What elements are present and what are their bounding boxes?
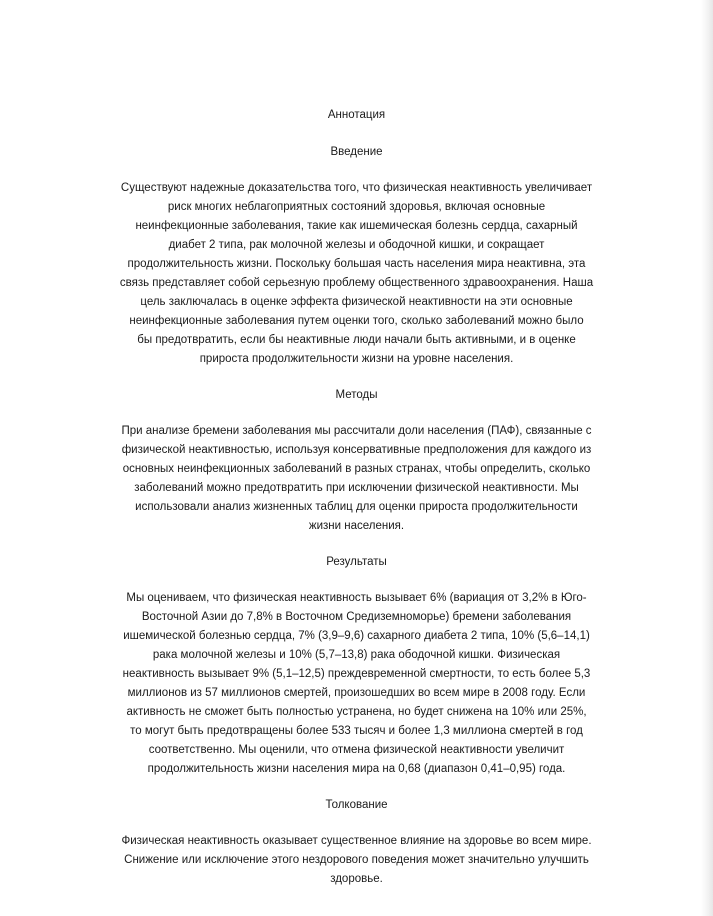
section-results xyxy=(96,553,617,779)
page-edge-shadow xyxy=(701,0,713,916)
text-line: соответственно. Мы оценили, что отмена физической неактивности увеличит xyxy=(148,744,565,756)
text-line: то могут быть предотвращены более 533 тысяч и более 1,3 миллиона смертей в год xyxy=(130,725,583,737)
section-heading-interpretation: Толкование xyxy=(325,799,388,811)
text-line: Восточной Азии до 7,8% в Восточном Средиземноморье) бремени заболевания xyxy=(141,611,572,623)
text-line: неинфекционные заболевания, такие как ишемическая болезнь сердца, сахарный xyxy=(135,220,578,232)
text-line: Снижение или исключение этого нездорового поведения может значительно улучшить xyxy=(124,854,589,866)
text-line: физической неактивностью, используя консервативные предположения для каждого из xyxy=(121,444,592,456)
text-line: цель заключалась в оценке эффекта физической неактивности на эти основные xyxy=(140,296,573,308)
paragraph-interpretation xyxy=(96,832,617,889)
annotation-title: Аннотация xyxy=(327,109,386,121)
text-line: Существуют надежные доказательства того, что физическая неактивность увеличивает xyxy=(120,182,593,194)
text-line: диабет 2 типа, рак молочной железы и ободочной кишки, и сокращает xyxy=(168,239,545,251)
text-line: связь представляет собой серьезную проблему общественного здравоохранения. Наша xyxy=(119,277,594,289)
section-heading-results: Результаты xyxy=(326,556,387,568)
text-line: ишемической болезнью сердца, 7% (3,9–9,6) сахарного диабета 2 типа, 10% (5,6–14,1) xyxy=(123,630,590,642)
text-line: При анализе бремени заболевания мы рассчитали доли населения (ПАФ), связанные с xyxy=(121,425,592,437)
section-heading-methods: Методы xyxy=(335,389,378,401)
section-heading-introduction: Введение xyxy=(330,146,383,158)
text-line: неактивность вызывает 9% (5,1–12,5) преждевременной смертности, то есть более 5,3 xyxy=(122,668,591,680)
paragraph-methods xyxy=(96,422,617,536)
paragraph-results xyxy=(96,589,617,779)
text-line: прироста продолжительности жизни на уровне населения. xyxy=(199,353,514,365)
section-methods xyxy=(96,386,617,536)
section-introduction xyxy=(96,143,617,369)
text-line: здоровье. xyxy=(330,873,383,885)
text-line: риск многих неблагоприятных состояний здоровья, включая основные xyxy=(167,201,546,213)
section-interpretation xyxy=(96,796,617,889)
text-line: рака молочной железы и 10% (5,7–13,8) рака ободочной кишки. Физическая xyxy=(152,649,561,661)
text-line: миллионов из 57 миллионов смертей, произошедших во всем мире в 2008 году. Если xyxy=(127,687,586,699)
text-line: активность не сможет быть полностью устранена, но будет снижена на 10% или 25%, xyxy=(126,706,587,718)
text-line: неинфекционные заболевания путем оценки того, сколько заболеваний можно было xyxy=(129,315,584,327)
paragraph-introduction xyxy=(96,179,617,369)
text-line: бы предотвратить, если бы неактивные люди начали быть активными, и в оценке xyxy=(137,334,576,346)
text-line: Физическая неактивность оказывает существенное влияние на здоровье во всем мире. xyxy=(121,835,592,847)
text-line: использовали анализ жизненных таблиц для оценки прироста продолжительности xyxy=(135,501,578,513)
text-line: продолжительность жизни населения мира на 0,68 (диапазон 0,41–0,95) года. xyxy=(147,763,566,775)
text-line: продолжительность жизни. Поскольку большая часть населения мира неактивна, эта xyxy=(127,258,586,270)
text-line: жизни населения. xyxy=(308,520,405,532)
text-line: заболеваний можно предотвратить при исключении физической неактивности. Мы xyxy=(134,482,579,494)
text-line: основных неинфекционных заболеваний в разных странах, чтобы определить, сколько xyxy=(122,463,591,475)
document-page xyxy=(96,106,617,906)
text-line: Мы оцениваем, что физическая неактивность вызывает 6% (вариация от 3,2% в Юго- xyxy=(126,592,587,604)
